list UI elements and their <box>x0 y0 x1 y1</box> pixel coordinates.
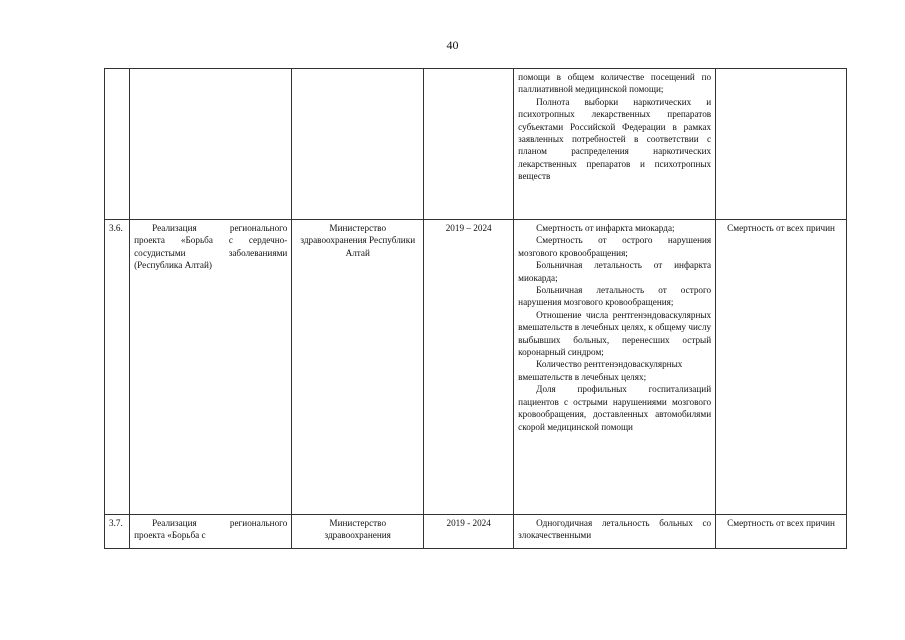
indicator-text: Больничная летальность от инфаркта миокарда; <box>518 260 712 283</box>
indicators-cell <box>514 515 716 549</box>
period-cell: 2019 - 2024 <box>424 515 514 549</box>
indicator-text: помощи в общем количестве посещений по паллиативной медицинской помощи; <box>518 72 712 95</box>
measure-name-cell: Реализация регионального проекта «Борьба с сердечно-сосудистыми заболеваниями (Республика Алтай) <box>130 220 292 515</box>
effect-cell: Смертность от всех причин <box>716 515 847 549</box>
measure-name-cell <box>130 69 292 220</box>
effect-cell <box>716 69 847 220</box>
period-cell: 2019 – 2024 <box>424 220 514 515</box>
measure-name-cell: Реализация регионального проекта «Борьба с <box>130 515 292 549</box>
executor-cell <box>292 69 424 220</box>
indicator-text: Смертность от острого нарушения мозгового кровообращения; <box>518 235 712 258</box>
indicator-text: Смертность от инфаркта миокарда; <box>536 223 675 233</box>
indicator-text: Одногодичная летальность больных со злокачественными <box>518 518 712 541</box>
indicator-text: Полнота выборки наркотических и психотропных лекарственных препаратов субъектами Российской Федерации в рамках заявленных потребностей в соответствии с планом распределения наркотических лекарственных препаратов и психотропных веществ <box>518 96 712 182</box>
indicator-text: Количество рентгенэндоваскулярных вмешательств в лечебных целях; <box>518 359 683 382</box>
row-number-cell <box>105 69 130 220</box>
indicator-text: Больничная летальность от острого нарушения мозгового кровообращения; <box>518 285 712 308</box>
table-row <box>105 69 847 220</box>
indicator-text: Доля профильных госпитализаций пациентов с острыми нарушениями мозгового кровообращения, доставленных автомобилями скорой медицинской помощи <box>518 384 712 432</box>
indicator-text: Отношение числа рентгенэндоваскулярных вмешательств в лечебных целях, к общему числу выбывших больных, перенесших острый коронарный синдром; <box>518 309 712 358</box>
row-number-cell: 3.7. <box>105 515 130 549</box>
row-number-cell: 3.6. <box>105 220 130 515</box>
period-cell <box>424 69 514 220</box>
indicators-cell <box>514 220 716 515</box>
measures-table <box>104 68 847 549</box>
effect-cell: Смертность от всех причин <box>716 220 847 515</box>
table-row <box>105 220 847 515</box>
executor-cell: Министерство здравоохранения Республики Алтай <box>292 220 424 515</box>
indicators-cell <box>514 69 716 220</box>
executor-cell: Министерство здравоохранения <box>292 515 424 549</box>
page-number: 40 <box>446 38 459 52</box>
table-row <box>105 515 847 549</box>
